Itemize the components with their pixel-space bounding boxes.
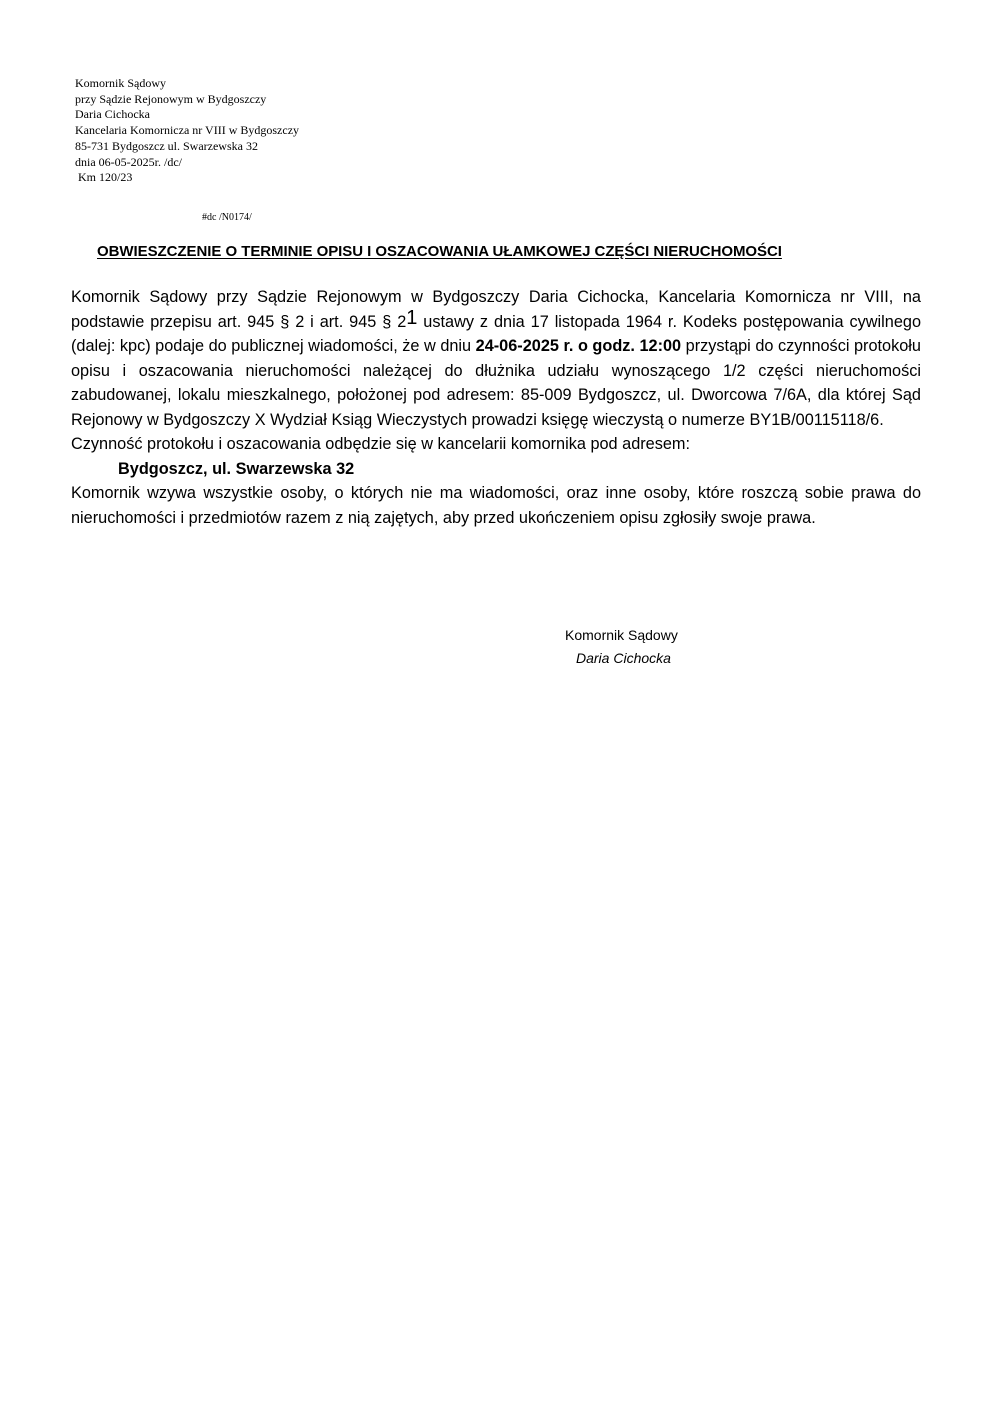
header-line-name: Daria Cichocka — [75, 107, 150, 122]
notice-paragraph-main — [71, 285, 921, 432]
notice-paragraph-summons: Komornik wzywa wszystkie osoby, o których nie ma wiadomości, oraz inne osoby, które roszczą sobie prawa do nieruchomości i przedmiotów razem z nią zajętych, aby przed ukończeniem opisu zgłosiły swoje prawa. — [71, 484, 921, 527]
notice-body — [71, 285, 921, 530]
office-address: Bydgoszcz, ul. Swarzewska 32 — [118, 459, 355, 478]
signature-block — [565, 624, 678, 670]
header-line-office: Kancelaria Komornicza nr VIII w Bydgoszczy — [75, 123, 300, 138]
superscript-one: 1 — [406, 306, 418, 329]
header-line-address: 85-731 Bydgoszcz ul. Swarzewska 32 — [75, 138, 258, 153]
header-line-court: przy Sądzie Rejonowym w Bydgoszczy — [75, 91, 267, 106]
header-line-date: dnia 06-05-2025r. /dc/ — [75, 154, 182, 169]
header-line-title: Komornik Sądowy — [75, 76, 166, 90]
notice-paragraph-main-part3: przystąpi do czynności protokołu opisu i oszacowania nieruchomości należącej do dłużnika udziału wynoszącego 1/2 części nieruchomości zabudowanej, lokalu mieszkalnego, położonej pod adresem: 85-009 Bydgoszcz, ul. Dworcowa 7/6A, dla której Sąd Rejonowy w Bydgoszczy X Wydział Ksiąg Wieczystych prowadzi księgę wieczystą o numerze BY1B/00115118/6. — [71, 337, 921, 429]
signature-role: Komornik Sądowy — [565, 627, 678, 643]
bailiff-header — [75, 76, 299, 186]
reference-code: #dc /N0174/ — [202, 212, 252, 223]
notice-paragraph-main-part1: Komornik Sądowy przy Sądzie Rejonowym w Bydgoszczy Daria Cichocka, Kancelaria Komornicza nr VIII, na podstawie przepisu art. 945 § 2 i art. 945 § 2 — [71, 288, 921, 331]
notice-paragraph-main-part2: ustawy z dnia 17 listopada 1964 r. Kodeks postępowania cywilnego (dalej: kpc) podaje do publicznej wiadomości, że w dniu — [71, 312, 921, 355]
signature-name: Daria Cichocka — [576, 650, 671, 666]
inspection-datetime: 24-06-2025 r. o godz. 12:00 — [475, 337, 682, 355]
document-title: OBWIESZCZENIE O TERMINIE OPISU I OSZACOWANIA UŁAMKOWEJ CZĘŚCI NIERUCHOMOŚCI — [97, 243, 782, 260]
notice-paragraph-location: Czynność protokołu i oszacowania odbędzie się w kancelarii komornika pod adresem: — [71, 435, 691, 453]
header-line-case-number: Km 120/23 — [78, 170, 133, 185]
